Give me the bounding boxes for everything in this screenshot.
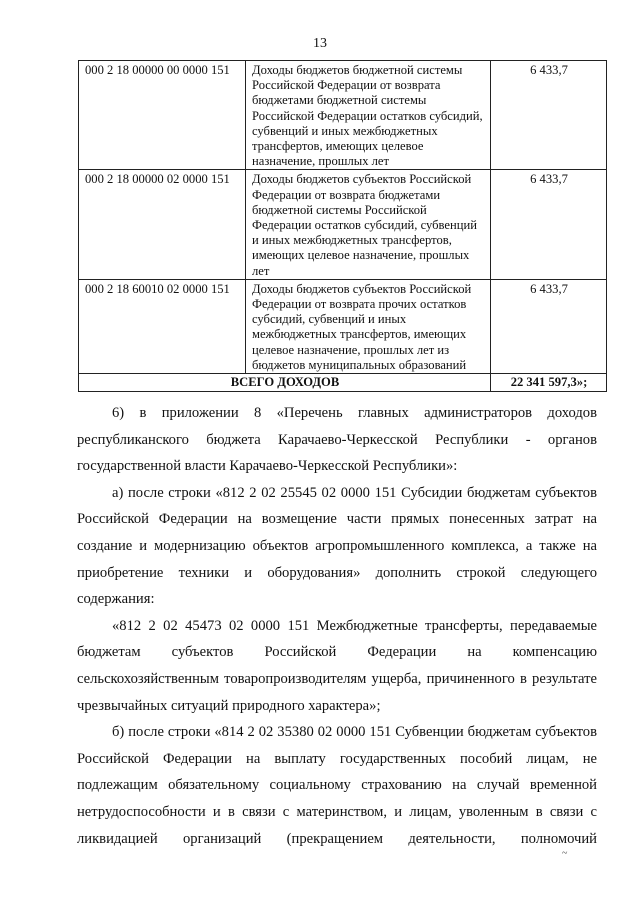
table-cell-description: Доходы бюджетов субъектов Российской Федерации от возврата прочих остатков субсидий, субвенций и иных межбюджетных трансфертов, имеющих целевое назначение, прошлых лет из бюджетов муниципальных образований xyxy=(246,279,491,373)
table-total-row xyxy=(79,374,607,392)
table-row xyxy=(79,170,607,279)
page-number: 13 xyxy=(313,36,327,51)
document-body xyxy=(77,400,597,852)
table-cell-code: 000 2 18 00000 02 0000 151 xyxy=(79,170,246,279)
table-cell-code: 000 2 18 00000 00 0000 151 xyxy=(79,61,246,170)
table-cell-code: 000 2 18 60010 02 0000 151 xyxy=(79,279,246,373)
table-row xyxy=(79,61,607,170)
total-amount: 22 341 597,3»; xyxy=(491,374,607,392)
table-cell-amount: 6 433,7 xyxy=(491,170,607,279)
total-label: ВСЕГО ДОХОДОВ xyxy=(79,374,491,392)
paragraph-appendix-8: 6) в приложении 8 «Перечень главных администраторов доходов республиканского бюджета Карачаево-Черкесской Республики - органов государственной власти Карачаево-Черкесской Республики»: xyxy=(77,405,597,475)
table-cell-amount: 6 433,7 xyxy=(491,61,607,170)
table-cell-amount: 6 433,7 xyxy=(491,279,607,373)
table-row xyxy=(79,279,607,373)
paragraph-new-line-812: «812 2 02 45473 02 0000 151 Межбюджетные трансферты, передаваемые бюджетам субъектов Российской Федерации на компенсацию сельскохозяйственным товаропроизводителям ущерба, причиненного в результате чрезвычайных ситуаций природного характера»; xyxy=(77,617,597,714)
scan-mark: ~ xyxy=(562,848,568,859)
paragraph-item-a: а) после строки «812 2 02 25545 02 0000 151 Субсидии бюджетам субъектов Российской Федерации на возмещение части прямых понесенных затрат на создание и модернизацию объектов агропромышленного комплекса, а также на приобретение техники и оборудования» дополнить строкой следующего содержания: xyxy=(77,484,597,608)
table-cell-description: Доходы бюджетов субъектов Российской Федерации от возврата бюджетами бюджетной системы Российской Федерации остатков субсидий, субвенций и иных межбюджетных трансфертов, имеющих целевое назначение, прошлых лет xyxy=(246,170,491,279)
paragraph-item-b: б) после строки «814 2 02 35380 02 0000 151 Субвенции бюджетам субъектов Российской Федерации на выплату государственных пособий лицам, не подлежащим обязательному социальному страхованию на случай временной нетрудоспособности и в связи с материнством, и лицам, уволенным в связи с ликвидацией организаций (прекращением деятельности, полномочий xyxy=(77,724,597,847)
table-cell-description: Доходы бюджетов бюджетной системы Российской Федерации от возврата бюджетами бюджетной системы Российской Федерации остатков субсидий, субвенций и иных межбюджетных трансфертов, имеющих целевое назначение, прошлых лет xyxy=(246,61,491,170)
revenue-table xyxy=(78,60,607,392)
